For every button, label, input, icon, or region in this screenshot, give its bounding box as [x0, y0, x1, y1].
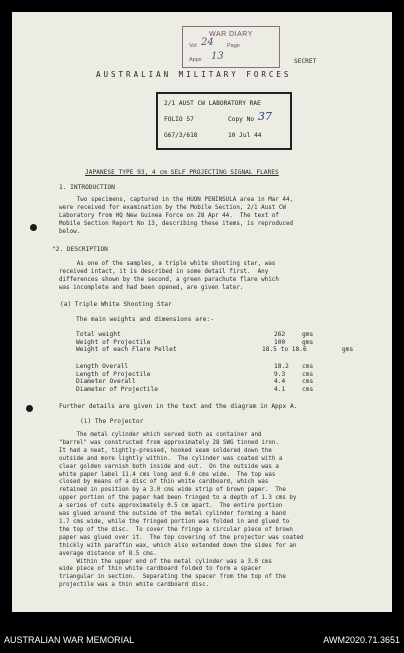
further-details-note: Further details are given in the text and the diagram in Appx A.	[59, 403, 298, 410]
table-row: Weight of each Flare Pellet 18.5 to 18.6 gms	[76, 346, 354, 354]
stamp-appx-value: 13	[211, 51, 224, 62]
subsection-a-heading-text: (a) Triple White Shooting Star	[60, 301, 172, 308]
section-2-text: As one of the samples, a triple white shooting star, was received intact, it is described in some detail first. Any differences shown by the second, a green parachute flare which was incomplete and had been opened, are given later.	[59, 261, 279, 291]
ref-copy-label: Copy No	[228, 116, 255, 123]
footer-institution: AUSTRALIAN WAR MEMORIAL	[4, 635, 135, 645]
section-2-heading: "2. DESCRIPTION	[52, 246, 108, 253]
table-row: Diameter Overall 4.4 cms	[76, 378, 314, 386]
org-title: AUSTRALIAN MILITARY FORCES	[96, 70, 292, 79]
document-title: JAPANESE TYPE 93, 4 cm SELF PROJECTING SIGNAL FLARES	[85, 169, 279, 176]
stamp-title: WAR DIARY	[209, 31, 253, 38]
reference-box	[156, 92, 292, 150]
table-row: Length of Projectile 9.3 cms	[76, 370, 314, 378]
stamp-page-label: Page	[227, 43, 240, 49]
ref-copy-number: 37	[258, 110, 272, 123]
stamp-vol-label: Vol	[189, 43, 197, 49]
stamp-vol-value: 24	[201, 37, 214, 48]
ref-unit: 2/1 AUST CW LABORATORY RAE	[164, 100, 261, 107]
subsection-i-heading: (i) The Projector	[80, 418, 144, 425]
footer-accession-number: AWM2020.71.3651	[323, 635, 400, 645]
section-1-text: Two specimens, captured in the HUON PENINSULA area in Mar 44, were received for examination by the Mobile Section, 2/1 Aust CW Laboratory from HQ New Guinea Force on 28 Apr 44. The text of Mobile Section Report No 13, describing these items, is reproduced below.	[59, 197, 294, 235]
table-row: Weight of Projectile 100 gms	[76, 338, 314, 346]
table-row: Diameter of Projectile 4.1 cms	[76, 385, 314, 393]
dimensions-table	[76, 363, 314, 393]
weights-table	[76, 331, 354, 354]
punch-hole-top	[30, 224, 37, 231]
table-row: Length Overall 18.2 cms	[76, 363, 314, 370]
ref-date: 10 Jul 44	[228, 132, 262, 139]
war-diary-stamp	[182, 26, 280, 68]
dimensions-intro: The main weights and dimensions are:-	[76, 316, 214, 323]
punch-hole-bottom	[26, 405, 33, 412]
section-1-heading: 1. INTRODUCTION	[59, 184, 115, 191]
classification-label: SECRET	[294, 58, 317, 65]
projector-text: The metal cylinder which served both as container and "barrel" was constructed from approximately 28 SWG tinned iron. It had a neat, tightly-pressed, hooked seam soldered down the outside and more lightly within. The cylinder was coated with a clear golden varnish both inside and out. On the outside was a white paper label 11.4 cms long and 6.0 cms wide. The top was closed by means of a disc of thin white cardboard, which was retained in position by a 3.0 cms wide strip of brown paper. The upper portion of the paper had been fringed to a depth of 1.3 cms by a series of cuts approximately 0.5 cm apart. The entire portion was glued around the outside of the metal cylinder forming a band 1.7 cms wide, while the fringed portion was folded in and glued to the top of the disc. To cover the fringe a circular piece of brown paper was glued over it. The top covering of the projector was coated thickly with paraffin wax, which also extended down the sides for an average distance of 8.5 cms. Within the upper end of the metal cylinder was a 3.0 cms wide piece of thin white cardboard folded to form a spacer triangular in section. Separating the spacer from the top of the projectile was a thin white cardboard disc.	[59, 432, 304, 589]
archive-footer	[0, 626, 404, 653]
ref-folio: FOLIO 57	[164, 116, 194, 123]
table-row: Total weight 262 gms	[76, 331, 314, 338]
stamp-appx-label: Appx	[189, 57, 202, 63]
subsection-a-heading	[60, 301, 172, 308]
ref-file: G67/3/618	[164, 132, 198, 139]
document-page	[12, 12, 392, 612]
